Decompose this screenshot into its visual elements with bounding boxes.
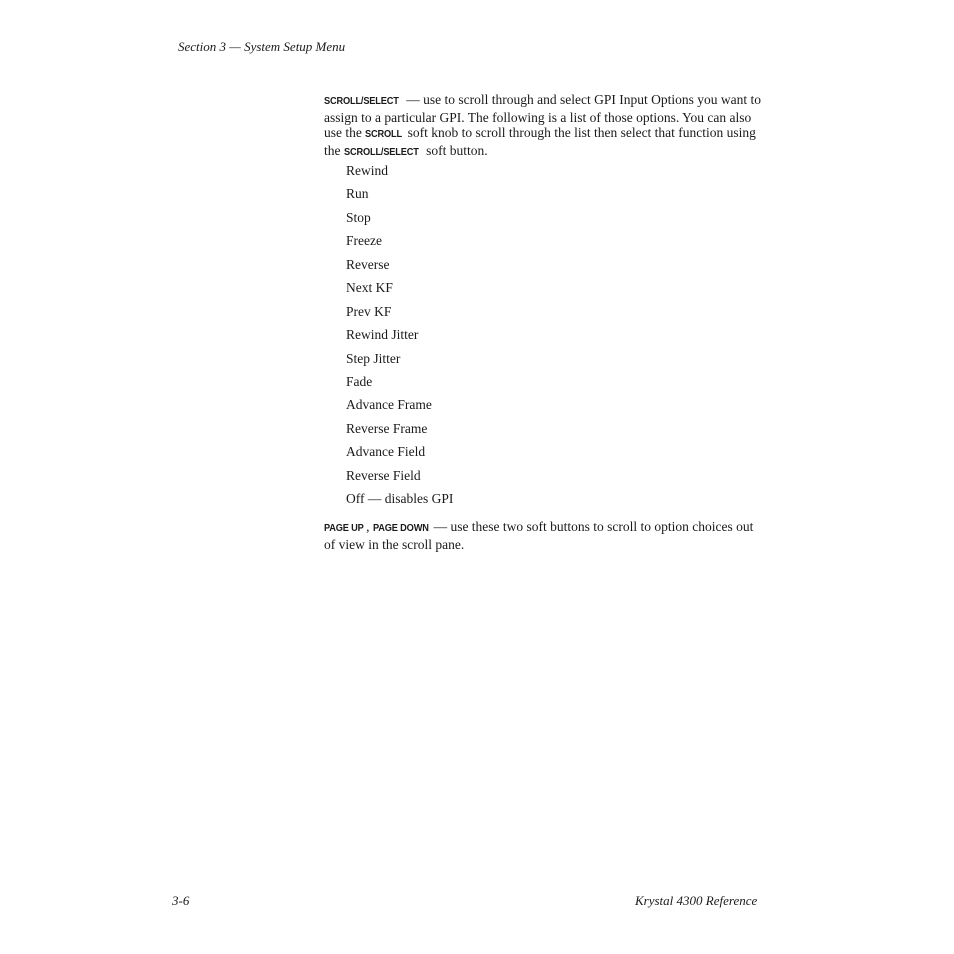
paragraph-text: — use these two soft buttons to scroll to option choices out of view in the scroll pane. xyxy=(324,519,754,552)
list-item: Reverse xyxy=(346,256,390,272)
gpi-options-list xyxy=(346,163,453,515)
keyword-scroll-select: SCROLL/SELECT xyxy=(343,146,419,159)
list-item: Advance Frame xyxy=(346,397,432,413)
running-head: Section 3 — System Setup Menu xyxy=(178,39,346,54)
list-item: Rewind xyxy=(346,163,388,178)
list-item: Step Jitter xyxy=(346,350,401,366)
list-item: Next KF xyxy=(346,280,393,296)
list-item: Reverse Field xyxy=(346,467,421,483)
paragraph-text: soft knob to scroll through the list then select that function using the xyxy=(324,125,756,159)
page-up-down-description xyxy=(324,519,764,552)
list-item: Fade xyxy=(346,373,373,389)
list-item: Run xyxy=(346,186,369,202)
paragraph-text: — use to scroll through and select GPI Input Options you want to assign to a particular GPI. The following is a list of those options. You can also use the xyxy=(324,92,761,141)
keyword-page-down: PAGE DOWN xyxy=(372,522,429,534)
list-item: Rewind Jitter xyxy=(346,327,419,343)
list-item: Off — disables GPI xyxy=(346,491,454,507)
list-item: Prev KF xyxy=(346,303,392,319)
list-item: Reverse Frame xyxy=(346,420,428,436)
keyword-scroll-select: SCROLL/SELECT xyxy=(324,95,399,107)
book-title: Krystal 4300 Reference xyxy=(635,893,758,908)
list-item: Stop xyxy=(346,209,371,225)
list-item: Advance Field xyxy=(346,444,426,460)
keyword-scroll: SCROLL xyxy=(365,128,403,141)
separator: , xyxy=(366,519,373,534)
paragraph-text: soft button. xyxy=(422,143,488,159)
scroll-select-description xyxy=(324,92,764,161)
keyword-page-up: PAGE UP xyxy=(324,522,364,534)
page-number: 3-6 xyxy=(172,893,190,908)
list-item: Freeze xyxy=(346,233,382,249)
